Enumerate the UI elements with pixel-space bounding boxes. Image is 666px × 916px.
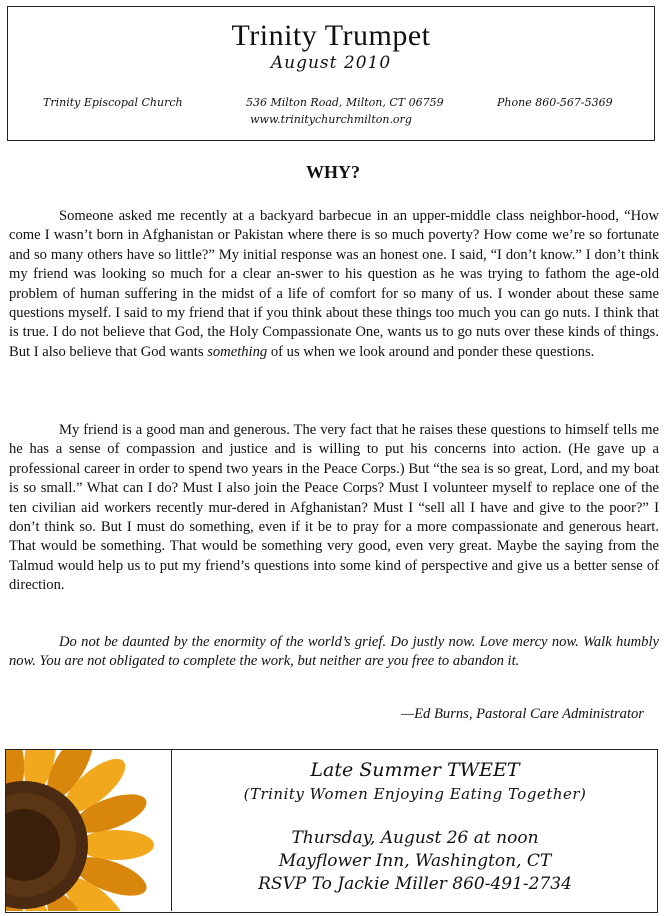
- paragraph-1-text-b: of us when we look around and ponder these questions.: [267, 343, 595, 360]
- event-box: [5, 749, 658, 913]
- paragraph-1-emphasis: something: [207, 343, 268, 360]
- church-phone: Phone 860-567-5369: [497, 96, 613, 109]
- church-website[interactable]: www.trinitychurchmilton.org: [250, 113, 412, 126]
- article-heading: WHY?: [306, 162, 360, 182]
- newsletter-title: Trinity Trumpet: [231, 19, 431, 52]
- event-rsvp: RSVP To Jackie Miller 860-491-2734: [258, 874, 572, 894]
- event-title: Late Summer TWEET: [310, 759, 520, 781]
- church-name: Trinity Episcopal Church: [43, 96, 183, 109]
- article-paragraph-2: My friend is a good man and generous. The very fact that he raises these questions to himself tells me he has a sense of compassion and justice and is willing to put his concerns into action. (He gave up a professional career in order to spend two years in the Peace Corps.) But “the sea is so great, Lord, and my boat is so small.” What can I do? Must I also join the Peace Corps? Must I volunteer myself to replace one of the ten civilian aid workers recently mur-dered in Afghanistan? Must I “sell all I have and give to the poor?” I don’t think so. But I must do something, even if it be to pray for a more compassionate and generous heart. That would be something. That would be something very good, even very great. Maybe the saying from the Talmud would help us to put my friend’s questions into some kind of perspective and give us a better sense of direction.: [9, 422, 659, 594]
- issue-date: August 2010: [270, 53, 392, 73]
- talmud-quote: Do not be daunted by the enormity of the world’s grief. Do justly now. Love mercy now. Walk humbly now. You are not obligated to complete the work, but neither are you free to abandon it.: [9, 634, 659, 670]
- event-subtitle: (Trinity Women Enjoying Eating Together): [243, 785, 587, 803]
- article-paragraph-1: [9, 207, 659, 362]
- event-date-time: Thursday, August 26 at noon: [291, 828, 539, 848]
- sunflower-petal: [78, 830, 154, 860]
- event-location: Mayflower Inn, Washington, CT: [278, 851, 552, 871]
- sunflower-image: [6, 750, 172, 911]
- author-signature: —Ed Burns, Pastoral Care Administrator: [401, 706, 644, 722]
- masthead: [7, 6, 655, 141]
- church-address: 536 Milton Road, Milton, CT 06759: [246, 96, 444, 109]
- paragraph-1-text-a: Someone asked me recently at a backyard barbecue in an upper-middle class neighbor-hood, “How come I wasn’t born in Afghanistan or Pakistan where there is so much poverty? How come we’re so fortunate and so many others have so little?” My initial response was an honest one. I said, “I don’t know.” I don’t think my friend was looking so much for a clear an-swer to his question as he was trying to fathom the age-old problem of human suffering in the midst of a life of comfort for so many of us. I wonder about these same questions myself. I said to my friend that if you think about these things too much you can go nuts. I think that is true. I do not believe that God, the Holy Compassionate One, wants us to go nuts over these kinds of things. But I also believe that God wants: [9, 208, 659, 360]
